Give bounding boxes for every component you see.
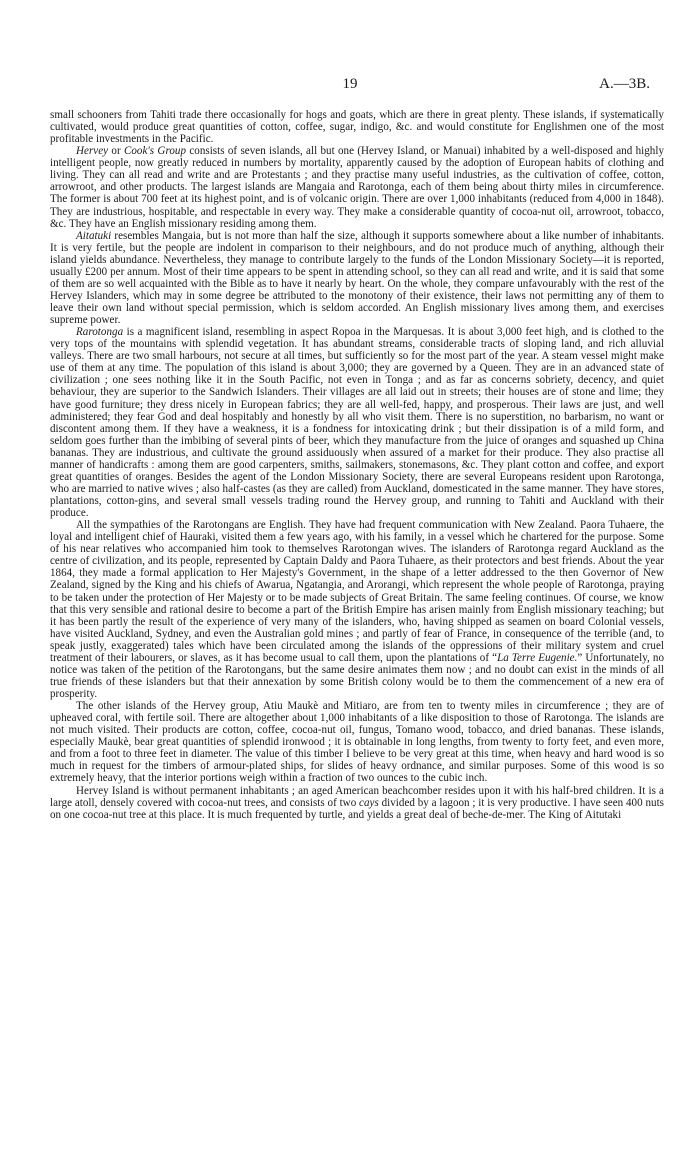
italic-text: Rarotonga [76,326,124,339]
text-run: All the sympathies of the Rarotongans are English. They have had frequent communication with New Zealand. Paora Tuhaere, the loyal and intelligent chief of Hauraki, visited them a few years ago, with his family, in a vessel which he chartered for the purpose. Some of his near relatives who accompanied him took to themselves Rarotongan wives. The islanders of Rarotonga regard Auckland as the centre of civilization, and its people, represented by Captain Daldy and Paora Tuhaere, as their protectors and best friends. About the year 1864, they made a formal application to Her Majesty's Government, in the shape of a letter addressed to the then Governor of New Zealand, signed by the King and his chiefs of Awarua, Ngatangia, and Arorangi, which represent the whole people of Rarotonga, praying to be taken under the protection of Her Majesty or to be made subjects of Great Britain. The same feeling continues. Of course, we know that this very sensible and rational desire to become a part of the British Empire has arisen mainly from English missionary teaching; but it has been partly the result of the experience of very many of the islanders, who, having shipped as seamen on board Colonial vessels, have visited Auckland, Sydney, and even the Australian gold mines ; and partly of fear of France, in consequence of the terrible (and, to speak justly, exaggerated) tales which have been circulated among the islands of the oppressions of their military system and cruel treatment of their labourers, or slaves, as it has become usual to call them, upon the plantations of “ [50,519,664,664]
italic-text: Aitatuki [76,229,112,242]
text-run: small schooners from Tahiti trade there occasionally for hogs and goats, which are there in great plenty. These islands, if systematically cultivated, would produce great quantities of cotton, coffee, sugar, indigo, &c. and would constitute for Englishmen one of the most profitable investments in the Pacific. [50,109,664,146]
paragraph [50,109,664,145]
text-run: is a magnificent island, resembling in aspect Ropoa in the Marquesas. It is about 3,000 feet high, and is clothed to the very tops of the mountains with splendid vegetation. It has abundant streams, considerable tracts of sloping land, and rich alluvial valleys. There are two small harbours, not secure at all times, but sufficiently so for the most part of the year. A steam vessel might make use of them at any time. The population of this island is about 3,000; they are governed by a Queen. They are in an advanced state of civilization ; one sees nothing like it in the South Pacific, not even in Tonga ; and as far as concerns sobriety, decency, and quiet behaviour, they are superior to the Sandwich Islanders. Their villages are all laid out in streets; their houses are of stone and lime; they have good furniture; they dress nicely in European fabrics; they are all well-fed, happy, and prosperous. Their laws are just, and well administered; they fear God and deal hospitably and honestly by all who visit them. There is no superstition, no barbarism, no want or discontent among them. If they have a weakness, it is a fondness for intoxicating drink ; but their dissipation is of a mild form, and seldom goes further than the imbibing of several pints of beer, which they manufacture from the juice of oranges and squashed up China bananas. They are industrious, and cultivate the ground assiduously when assured of a market for their produce. They also practise all manner of handicrafts : among them are good carpenters, smiths, sailmakers, stonemasons, &c. They plant cotton and coffee, and export great quantities of oranges. Besides the agent of the London Missionary Society, there are several Europeans resident upon Rarotonga, who are married to native wives ; also half-castes (as they are called) from Auckland, domesticated in the same manner. They have stores, plantations, cotton-gins, and several small vessels trading round the Hervey group, and running to Tahiti and Auckland with their produce. [50,326,664,520]
italic-text: Cook's Group [123,145,187,158]
text-run: The other islands of the Hervey group, Atiu Maukè and Mitiaro, are from ten to twenty miles in circumference ; they are of upheaved coral, with fertile soil. There are altogether about 1,000 inhabitants of a like disposition to those of Rarotonga. The islands are not much visited. Their products are cotton, coffee, cocoa-nut oil, fungus, Tomano wood, tobacco, and dried bananas. These islands, especially Maukè, bear great quantities of splendid ironwood ; it is obtainable in long lengths, from twenty to forty feet, and even more, and from a foot to three feet in diameter. The value of this timber I believe to be very great at this time, when heavy and hard wood is so much in request for the timbers of armour-plated ships, for slides of heavy ordnance, and similar purposes. Some of this wood is so extremely heavy, that the interior portions weigh within a fraction of two ounces to the cubic inch. [50,700,664,785]
body-text [50,109,664,821]
text-run: resembles Mangaia, but is not more than half the size, although it supports somewhere about a like number of inhabitants. It is very fertile, but the people are indolent in comparison to their neighbours, and do not produce much of anything, although their island yields abundance. Nevertheless, they manage to contribute largely to the funds of the London Missionary Society—it is reported, usually £200 per annum. Most of their time appears to be spent in attending school, so they can all read and write, and it is said that some of them are so well acquainted with the Bible as to have it nearly by heart. On the whole, they compare unfavourably with the rest of the Hervey Islanders, which may in some degree be attributed to the monotony of their existence, their laws not permitting any of them to leave their own land without special permission, which is seldom accorded. An English missionary lives among them, and exercises supreme power. [50,229,664,327]
italic-text: cays [359,796,379,809]
paragraph [50,785,664,821]
document-reference: A.—3B. [599,76,650,92]
paragraph [50,145,664,229]
text-run: Hervey Island is without permanent inhabitants ; an aged American beachcomber resides upon it with his half-bred children. It is a large atoll, densely covered with cocoa-nut trees, and consists of two [50,784,664,809]
text-run: ” Unfortunately, no notice was taken of the petition of the Rarotongans, but the same desire animates them now ; and no doubt can exist in the minds of all true friends of these islanders but that their annexation by some British colony would be to them the commencement of a new era of prosperity. [50,651,665,700]
page-number: 19 [342,76,358,92]
paragraph [50,700,664,784]
page-header [0,76,700,96]
paragraph [50,230,664,327]
text-run: divided by a lagoon ; it is very productive. I have seen 400 nuts on one cocoa-nut tree at this place. It is much frequented by turtle, and yields a great deal of beche-de-mer. The King of Aitutaki [50,796,664,821]
italic-text: La Terre Eugenie. [497,651,578,664]
paragraph [50,326,664,519]
text-run: or [108,145,124,158]
text-run: consists of seven islands, all but one (Hervey Island, or Manuai) inhabited by a well-disposed and highly intelligent people, now greatly reduced in numbers by mortality, apparently caused by the adoption of European habits of clothing and living. They can all read and write and are Protestants ; and they practise many useful industries, as the cultivation of coffee, cotton, arrowroot, and other products. The largest islands are Mangaia and Rarotonga, each of them being about thirty miles in circumference. The former is about 700 feet at its highest point, and is of volcanic origin. There are over 1,000 inhabitants (reduced from 4,000 in 1848). They are industrious, hospitable, and respectable in every way. They make a considerable quantity of cocoa-nut oil, arrowroot, tobacco, &c. They have an English missionary residing among them. [50,145,664,230]
paragraph [50,519,664,700]
italic-text: Hervey [76,145,109,158]
